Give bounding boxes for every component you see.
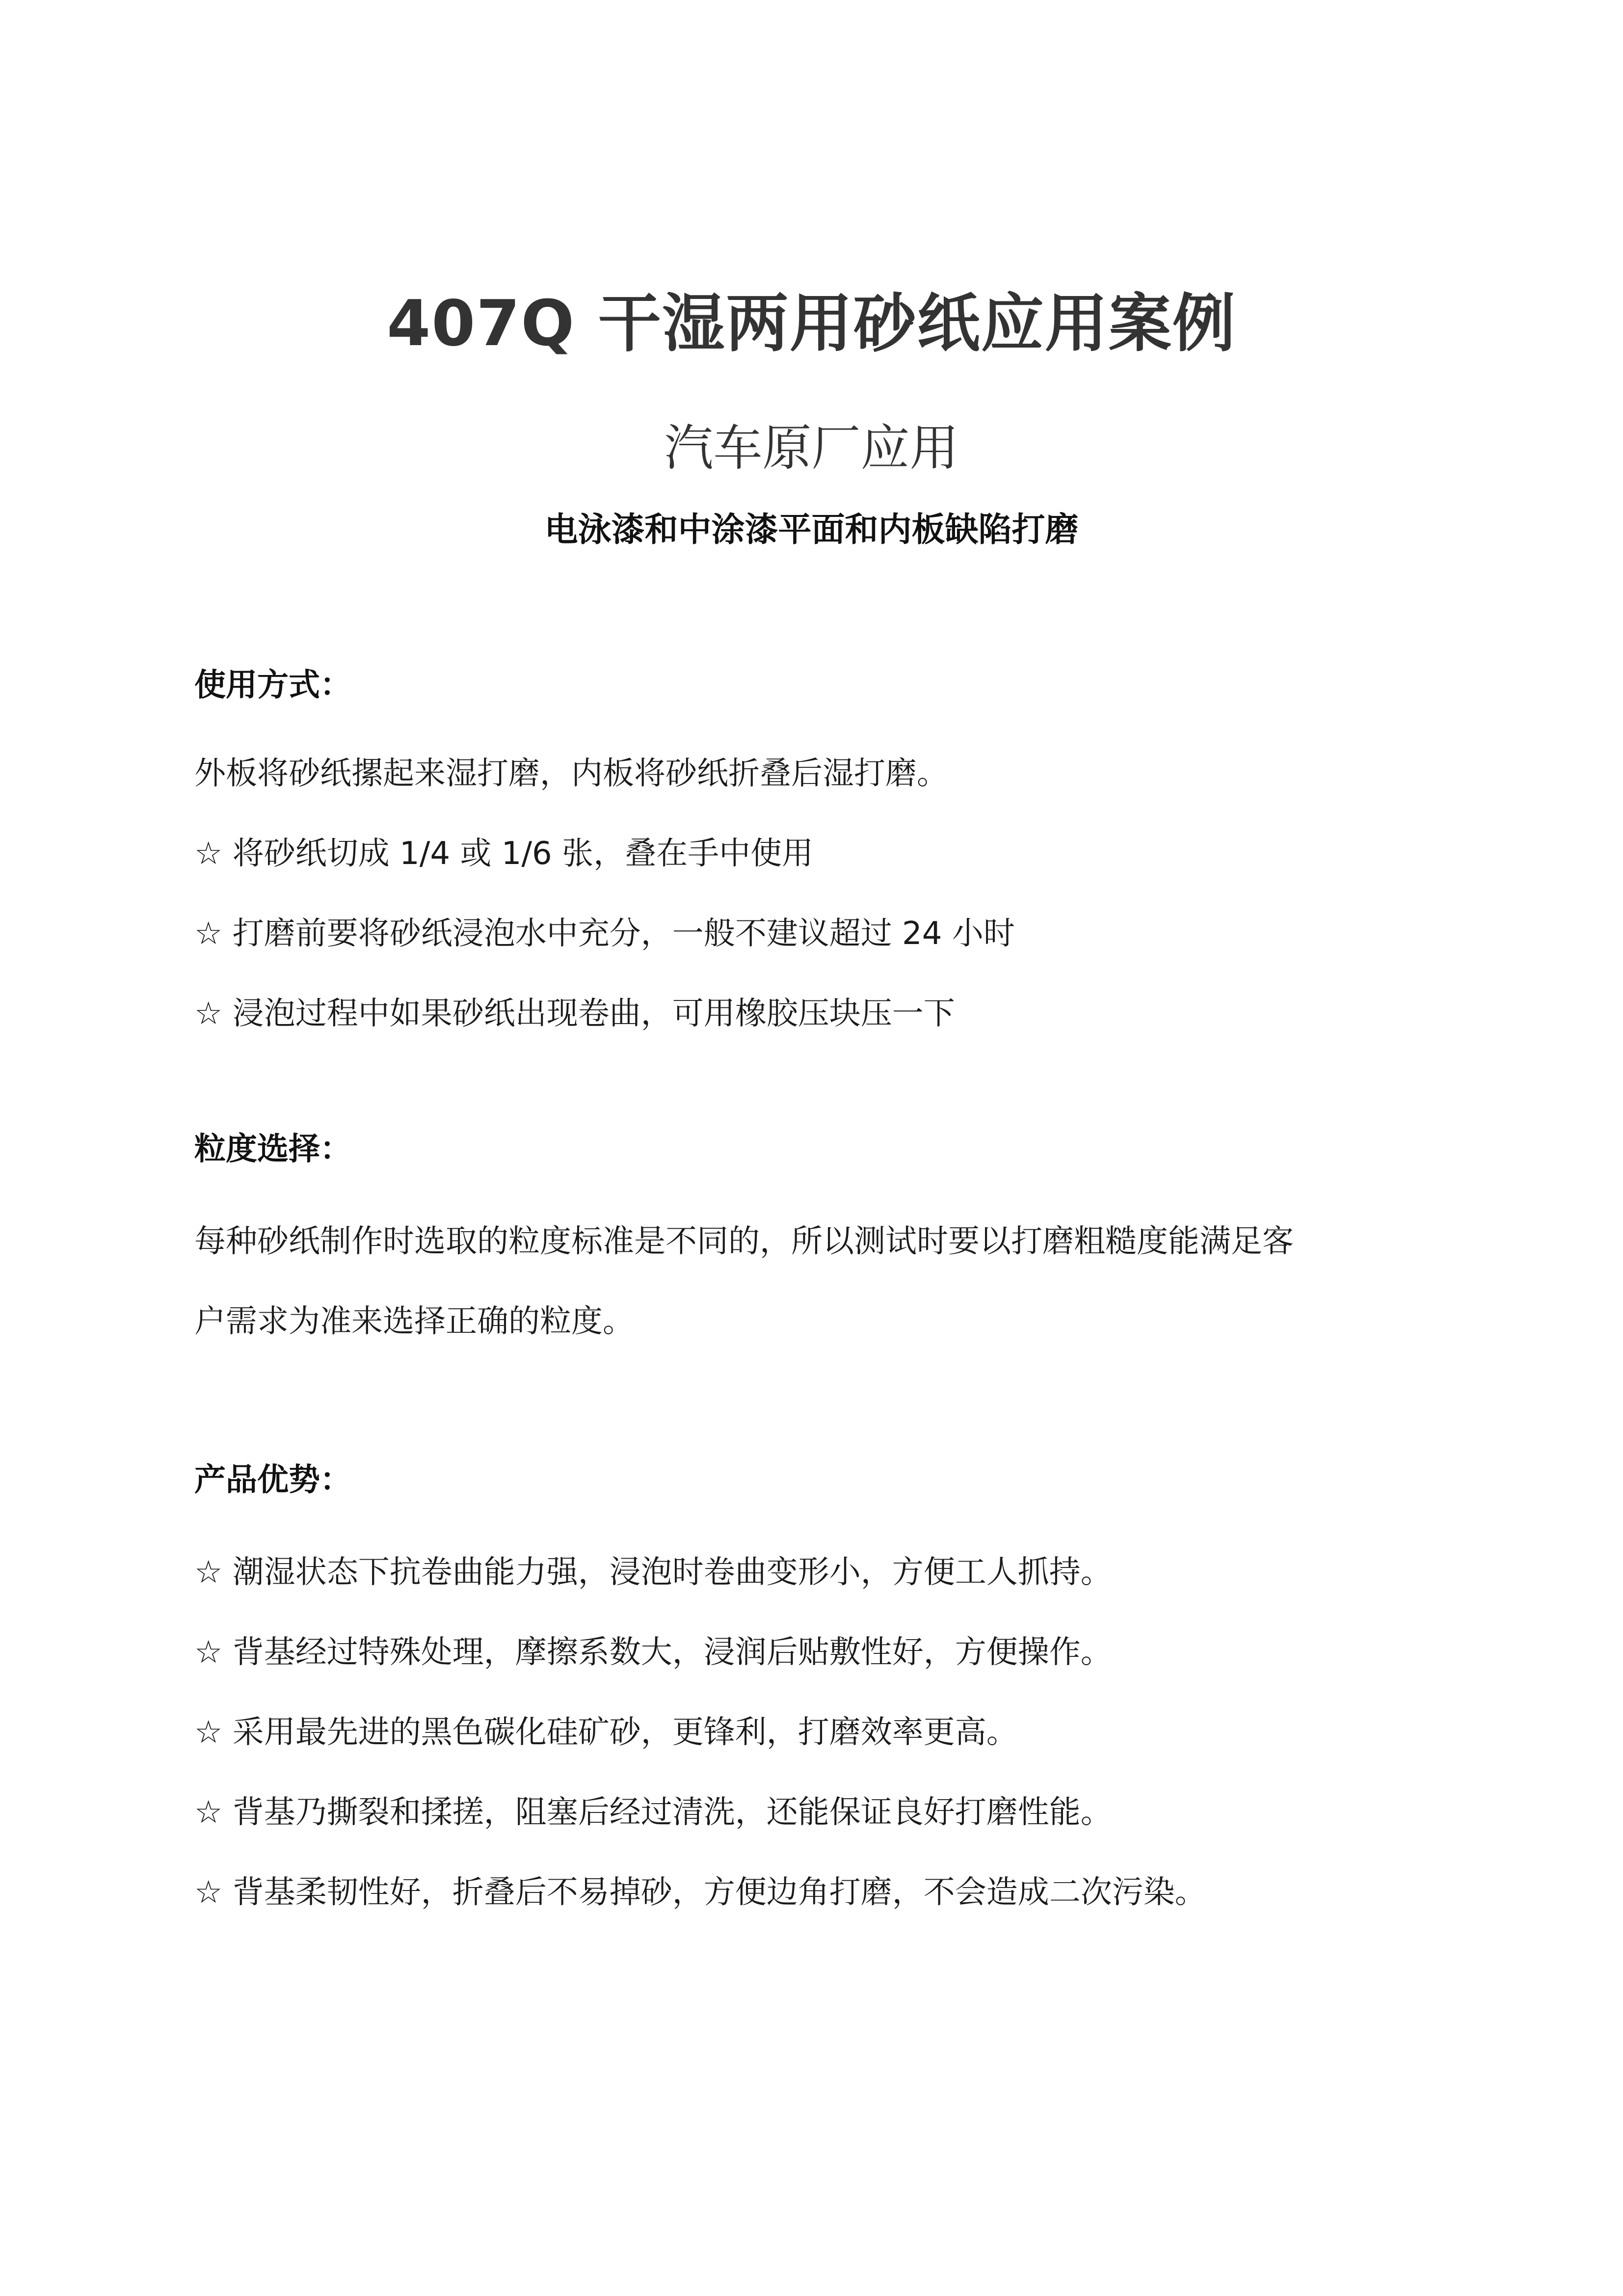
section-heading-grit: 粒度选择： — [194, 1131, 351, 1167]
document-title: 407Q 干湿两用砂纸应用案例 — [387, 287, 1236, 360]
section-heading-usage: 使用方式： — [194, 667, 351, 703]
document-subtitle: 汽车原厂应用 — [664, 419, 959, 477]
usage-line: 外板将砂纸摞起来湿打磨，内板将砂纸折叠后湿打磨。 — [194, 756, 948, 792]
usage-line: ☆ 浸泡过程中如果砂纸出现卷曲，可用橡胶压块压一下 — [194, 996, 955, 1032]
advantage-line: ☆ 背基柔韧性好，折叠后不易掉砂，方便边角打磨，不会造成二次污染。 — [194, 1874, 1206, 1911]
advantage-line: ☆ 采用最先进的黑色碳化硅矿砂，更锋利，打磨效率更高。 — [194, 1714, 1018, 1751]
advantage-line: ☆ 背基经过特殊处理，摩擦系数大，浸润后贴敷性好，方便操作。 — [194, 1634, 1112, 1671]
advantage-line: ☆ 潮湿状态下抗卷曲能力强，浸泡时卷曲变形小，方便工人抓持。 — [194, 1554, 1112, 1591]
section-heading-advantages: 产品优势： — [194, 1462, 351, 1498]
document-subheading: 电泳漆和中涂漆平面和内板缺陷打磨 — [544, 511, 1079, 549]
usage-line: ☆ 将砂纸切成 1/4 或 1/6 张，叠在手中使用 — [194, 836, 814, 872]
grit-line: 每种砂纸制作时选取的粒度标准是不同的，所以测试时要以打磨粗糙度能满足客 — [194, 1223, 1294, 1260]
grit-line: 户需求为准来选择正确的粒度。 — [194, 1303, 634, 1340]
document-body — [194, 665, 1470, 1933]
advantage-line: ☆ 背基乃撕裂和揉搓，阻塞后经过清洗，还能保证良好打磨性能。 — [194, 1794, 1112, 1831]
usage-line: ☆ 打磨前要将砂纸浸泡水中充分，一般不建议超过 24 小时 — [194, 916, 1015, 952]
section-spacer — [194, 1362, 1470, 1460]
section-spacer — [194, 1054, 1470, 1129]
